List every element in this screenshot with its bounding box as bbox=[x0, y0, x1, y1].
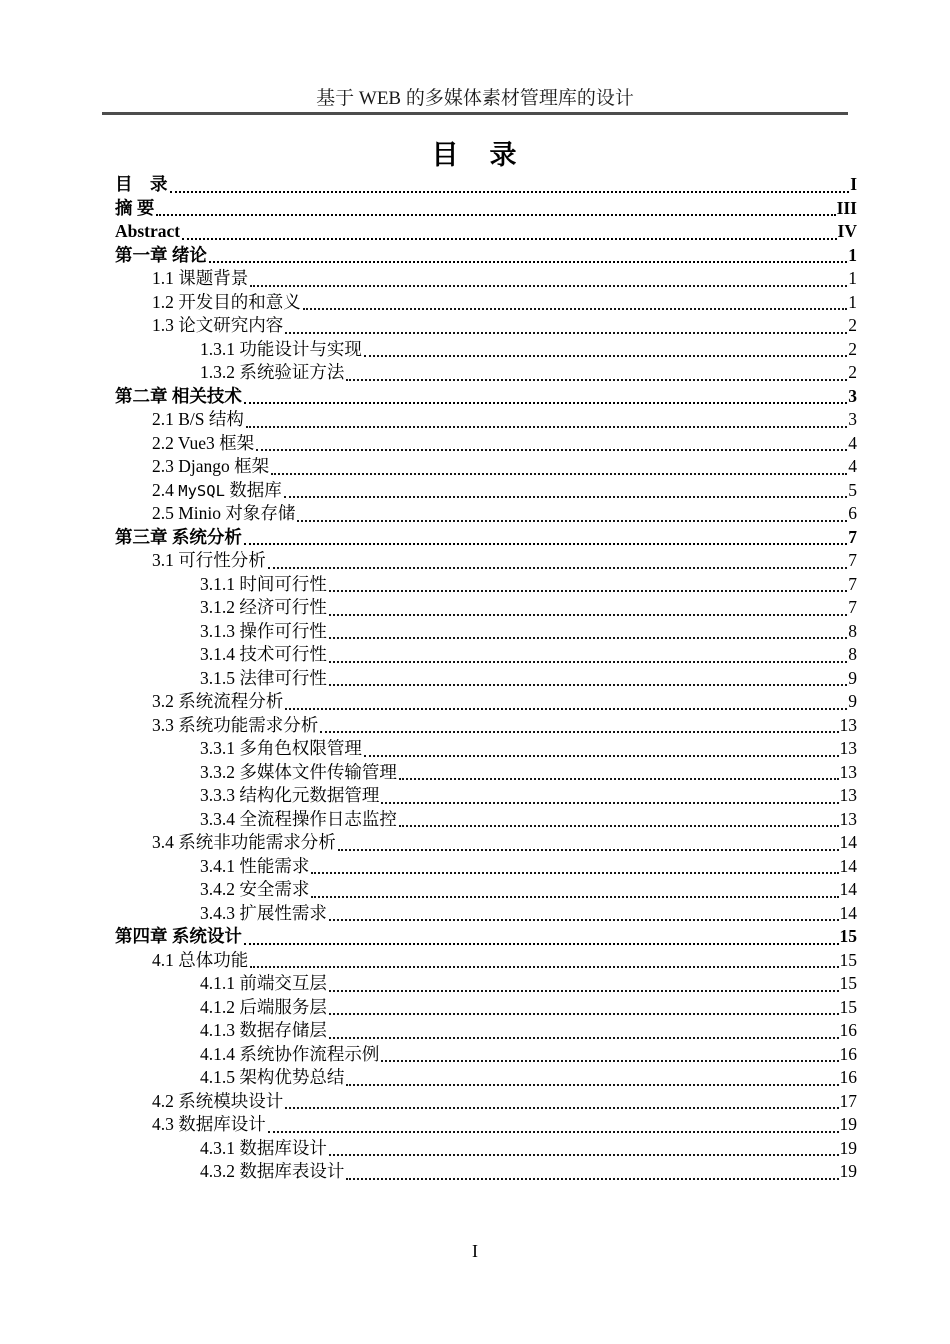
toc-entry[interactable] bbox=[115, 573, 857, 597]
toc-leader-dots bbox=[327, 643, 848, 667]
toc-page-number: 16 bbox=[839, 1067, 857, 1087]
toc-leader-dots bbox=[327, 972, 840, 996]
toc-page-number: 13 bbox=[839, 808, 857, 829]
toc-page-number: I bbox=[850, 174, 857, 194]
toc-page-number: 19 bbox=[839, 1161, 857, 1181]
toc-leader-dots bbox=[379, 784, 839, 808]
toc-leader-dots bbox=[248, 949, 839, 973]
toc-page-number: 8 bbox=[848, 644, 857, 664]
toc-entry-label: 3.1.1 时间可行性 bbox=[200, 573, 327, 594]
toc-entry[interactable] bbox=[115, 996, 857, 1020]
toc-page-number: 14 bbox=[839, 855, 857, 876]
toc-page-number: 7 bbox=[848, 573, 857, 594]
page-footer bbox=[0, 1241, 950, 1262]
toc-leader-dots bbox=[309, 878, 839, 902]
toc-entry-label: 4.1.1 前端交互层 bbox=[200, 973, 327, 993]
toc-entry[interactable] bbox=[115, 549, 857, 573]
toc-leader-dots bbox=[397, 761, 840, 785]
toc-entry[interactable] bbox=[115, 385, 857, 409]
toc-entry-label: 4.3.2 数据库表设计 bbox=[200, 1161, 345, 1181]
toc-page-number: 15 bbox=[839, 996, 857, 1017]
toc-page-number: 4 bbox=[848, 432, 857, 453]
toc-entry-label: 2.4 MySQL 数据库 bbox=[152, 479, 282, 500]
toc-page-number: IV bbox=[837, 221, 857, 241]
toc-page-number: 1 bbox=[848, 268, 857, 288]
header-rule bbox=[102, 112, 848, 115]
toc-page-number: 14 bbox=[839, 902, 857, 923]
toc-entry-label: 4.3 数据库设计 bbox=[152, 1114, 266, 1134]
toc-entry[interactable] bbox=[115, 1113, 857, 1137]
toc-leader-dots bbox=[282, 479, 848, 503]
toc-entry[interactable] bbox=[115, 643, 857, 667]
toc-title: 目 录 bbox=[431, 140, 519, 170]
toc-entry[interactable] bbox=[115, 620, 857, 644]
toc-page-number: 6 bbox=[848, 503, 857, 523]
toc-entry-label: 3.3.3 结构化元数据管理 bbox=[200, 785, 380, 805]
toc-entry-label: 4.1.2 后端服务层 bbox=[200, 996, 327, 1017]
toc-page-number: 13 bbox=[839, 761, 857, 782]
toc-page-number: 7 bbox=[848, 550, 857, 570]
toc-leader-dots bbox=[327, 620, 848, 644]
footer-page-number: I bbox=[472, 1241, 478, 1261]
toc-page-number: III bbox=[836, 197, 857, 218]
toc-page-number: 3 bbox=[848, 409, 857, 429]
toc-leader-dots bbox=[168, 173, 851, 197]
toc-entry-label: 3.3 系统功能需求分析 bbox=[152, 714, 319, 735]
toc-entry-label: 4.3.1 数据库设计 bbox=[200, 1137, 327, 1158]
toc-leader-dots bbox=[266, 1113, 840, 1137]
toc-entry[interactable] bbox=[115, 690, 857, 714]
toc-page-number: 7 bbox=[848, 526, 857, 547]
toc-entry-label: 1.3.2 系统验证方法 bbox=[200, 362, 345, 382]
toc-entry-label: 4.1.5 架构优势总结 bbox=[200, 1067, 345, 1087]
toc-entry-label: 3.4.1 性能需求 bbox=[200, 855, 310, 876]
toc-entry-label: 3.4.2 安全需求 bbox=[200, 879, 310, 899]
toc-entry[interactable] bbox=[115, 502, 857, 526]
toc-entry[interactable] bbox=[115, 784, 857, 808]
toc-leader-dots bbox=[327, 573, 848, 597]
toc-entry-label: 3.4.3 扩展性需求 bbox=[200, 902, 327, 923]
toc-page-number: 13 bbox=[839, 738, 857, 758]
toc-entry[interactable] bbox=[115, 831, 857, 855]
toc-leader-dots bbox=[397, 808, 840, 832]
toc-page-number: 17 bbox=[839, 1090, 857, 1111]
toc-page-number: 7 bbox=[848, 597, 857, 617]
toc-page-number: 4 bbox=[848, 456, 857, 476]
toc-entry-label: 第四章 系统设计 bbox=[115, 926, 242, 946]
toc-entry[interactable] bbox=[115, 667, 857, 691]
toc-page-number: 1 bbox=[848, 291, 857, 312]
toc-page-number: 2 bbox=[848, 362, 857, 382]
toc-entry[interactable] bbox=[115, 761, 857, 785]
toc-entry[interactable] bbox=[115, 878, 857, 902]
toc-entry[interactable] bbox=[115, 737, 857, 761]
toc-entry[interactable] bbox=[115, 596, 857, 620]
toc-entry[interactable] bbox=[115, 314, 857, 338]
toc-entry[interactable] bbox=[115, 432, 857, 456]
toc-page-number: 15 bbox=[839, 973, 857, 993]
toc-entry-label: 3.3.4 全流程操作日志监控 bbox=[200, 808, 397, 829]
toc-entry-label: 3.1.3 操作可行性 bbox=[200, 620, 327, 641]
toc-entry[interactable] bbox=[115, 855, 857, 879]
toc-entry-label: 3.3.2 多媒体文件传输管理 bbox=[200, 761, 397, 782]
toc-entry[interactable] bbox=[115, 526, 857, 550]
toc-leader-dots bbox=[344, 361, 848, 385]
toc-entry-label: 1.1 课题背景 bbox=[152, 268, 249, 288]
toc-entry-label: 3.2 系统流程分析 bbox=[152, 691, 284, 711]
toc-entry-label: 2.2 Vue3 框架 bbox=[152, 432, 255, 453]
toc-page-number: 3 bbox=[848, 385, 857, 406]
toc-entry-label: 1.3.1 功能设计与实现 bbox=[200, 338, 362, 359]
toc-page-number: 8 bbox=[848, 620, 857, 641]
toc-leader-dots bbox=[362, 737, 840, 761]
toc-entry-label: 3.1 可行性分析 bbox=[152, 550, 266, 570]
toc-entry-label: 3.1.5 法律可行性 bbox=[200, 667, 327, 688]
toc-entry[interactable] bbox=[115, 220, 857, 244]
toc-page-number: 9 bbox=[848, 691, 857, 711]
toc-page-number: 5 bbox=[848, 479, 857, 500]
toc-entry-label: 第三章 系统分析 bbox=[115, 526, 242, 547]
toc-entry[interactable] bbox=[115, 455, 857, 479]
toc-page-number: 9 bbox=[848, 667, 857, 688]
toc-entry[interactable] bbox=[115, 479, 857, 503]
toc-leader-dots bbox=[327, 902, 840, 926]
toc-leader-dots bbox=[344, 1066, 839, 1090]
toc-leader-dots bbox=[244, 408, 848, 432]
toc-leader-dots bbox=[318, 714, 839, 738]
toc-leader-dots bbox=[242, 385, 848, 409]
toc-leader-dots bbox=[283, 314, 848, 338]
toc-leader-dots bbox=[283, 1090, 839, 1114]
toc-entry-label: 4.1.4 系统协作流程示例 bbox=[200, 1043, 380, 1064]
toc-entry[interactable] bbox=[115, 338, 857, 362]
toc-page-number: 14 bbox=[839, 879, 857, 899]
toc-leader-dots bbox=[180, 220, 837, 244]
running-header-title: 基于 WEB 的多媒体素材管理库的设计 bbox=[316, 88, 634, 109]
toc-entry[interactable] bbox=[115, 197, 857, 221]
toc-page-number: 13 bbox=[839, 714, 857, 735]
toc-page-number: 16 bbox=[839, 1020, 857, 1040]
toc-list bbox=[115, 173, 857, 1184]
toc-entry-label: 目 录 bbox=[115, 174, 168, 194]
toc-leader-dots bbox=[379, 1043, 839, 1067]
toc-leader-dots bbox=[344, 1160, 839, 1184]
toc-entry-label: 第一章 绪论 bbox=[115, 244, 207, 265]
toc-leader-dots bbox=[327, 1137, 840, 1161]
toc-entry[interactable] bbox=[115, 1090, 857, 1114]
toc-entry-label-mono: MySQL bbox=[178, 481, 225, 500]
toc-entry[interactable] bbox=[115, 1066, 857, 1090]
toc-entry-label: 3.1.2 经济可行性 bbox=[200, 597, 327, 617]
toc-entry-label: 4.2 系统模块设计 bbox=[152, 1090, 284, 1111]
toc-leader-dots bbox=[327, 996, 840, 1020]
toc-entry[interactable] bbox=[115, 714, 857, 738]
toc-leader-dots bbox=[242, 526, 848, 550]
toc-page-number: 19 bbox=[839, 1114, 857, 1134]
toc-leader-dots bbox=[269, 455, 848, 479]
toc-page-number: 15 bbox=[839, 949, 857, 970]
toc-entry-label: 3.1.4 技术可行性 bbox=[200, 644, 327, 664]
toc-leader-dots bbox=[336, 831, 840, 855]
toc-leader-dots bbox=[283, 690, 848, 714]
toc-leader-dots bbox=[154, 197, 836, 221]
toc-entry-label: Abstract bbox=[115, 221, 181, 241]
toc-leader-dots bbox=[301, 291, 849, 315]
toc-entry[interactable] bbox=[115, 808, 857, 832]
toc-leader-dots bbox=[254, 432, 848, 456]
toc-leader-dots bbox=[327, 667, 848, 691]
toc-entry-label: 3.3.1 多角色权限管理 bbox=[200, 738, 362, 758]
toc-page-number: 13 bbox=[839, 785, 857, 805]
toc-page-number: 16 bbox=[839, 1043, 857, 1064]
toc-page-number: 1 bbox=[848, 244, 857, 265]
toc-entry-label: 1.2 开发目的和意义 bbox=[152, 291, 301, 312]
toc-page-number: 2 bbox=[848, 315, 857, 335]
toc-entry[interactable] bbox=[115, 408, 857, 432]
toc-entry[interactable] bbox=[115, 244, 857, 268]
toc-entry[interactable] bbox=[115, 1043, 857, 1067]
toc-leader-dots bbox=[242, 925, 840, 949]
toc-entry[interactable] bbox=[115, 1019, 857, 1043]
toc-leader-dots bbox=[248, 267, 848, 291]
toc-entry[interactable] bbox=[115, 949, 857, 973]
toc-leader-dots bbox=[327, 1019, 840, 1043]
toc-leader-dots bbox=[327, 596, 848, 620]
toc-entry[interactable] bbox=[115, 925, 857, 949]
toc-entry-label: 2.3 Django 框架 bbox=[152, 456, 270, 476]
toc-entry-label: 4.1.3 数据存储层 bbox=[200, 1020, 327, 1040]
toc-entry-label: 第二章 相关技术 bbox=[115, 385, 242, 406]
toc-entry[interactable] bbox=[115, 361, 857, 385]
toc-entry[interactable] bbox=[115, 972, 857, 996]
toc-leader-dots bbox=[266, 549, 849, 573]
toc-entry-label: 4.1 总体功能 bbox=[152, 949, 249, 970]
toc-page-number: 2 bbox=[848, 338, 857, 359]
toc-entry[interactable] bbox=[115, 1137, 857, 1161]
toc-entry[interactable] bbox=[115, 267, 857, 291]
toc-page-number: 19 bbox=[839, 1137, 857, 1158]
toc-page-number: 14 bbox=[839, 832, 857, 852]
toc-page-number: 15 bbox=[839, 926, 857, 946]
toc-entry[interactable] bbox=[115, 291, 857, 315]
toc-leader-dots bbox=[207, 244, 848, 268]
toc-entry[interactable] bbox=[115, 902, 857, 926]
toc-entry-label: 3.4 系统非功能需求分析 bbox=[152, 832, 336, 852]
toc-leader-dots bbox=[309, 855, 839, 879]
toc-entry-label: 2.5 Minio 对象存储 bbox=[152, 503, 296, 523]
toc-entry-label: 2.1 B/S 结构 bbox=[152, 409, 244, 429]
toc-entry[interactable] bbox=[115, 1160, 857, 1184]
toc-entry-label: 摘 要 bbox=[115, 197, 155, 218]
page-header bbox=[0, 0, 950, 115]
toc-entry-label: 1.3 论文研究内容 bbox=[152, 315, 284, 335]
toc-leader-dots bbox=[362, 338, 848, 362]
toc-leader-dots bbox=[295, 502, 848, 526]
toc-entry[interactable] bbox=[115, 173, 857, 197]
